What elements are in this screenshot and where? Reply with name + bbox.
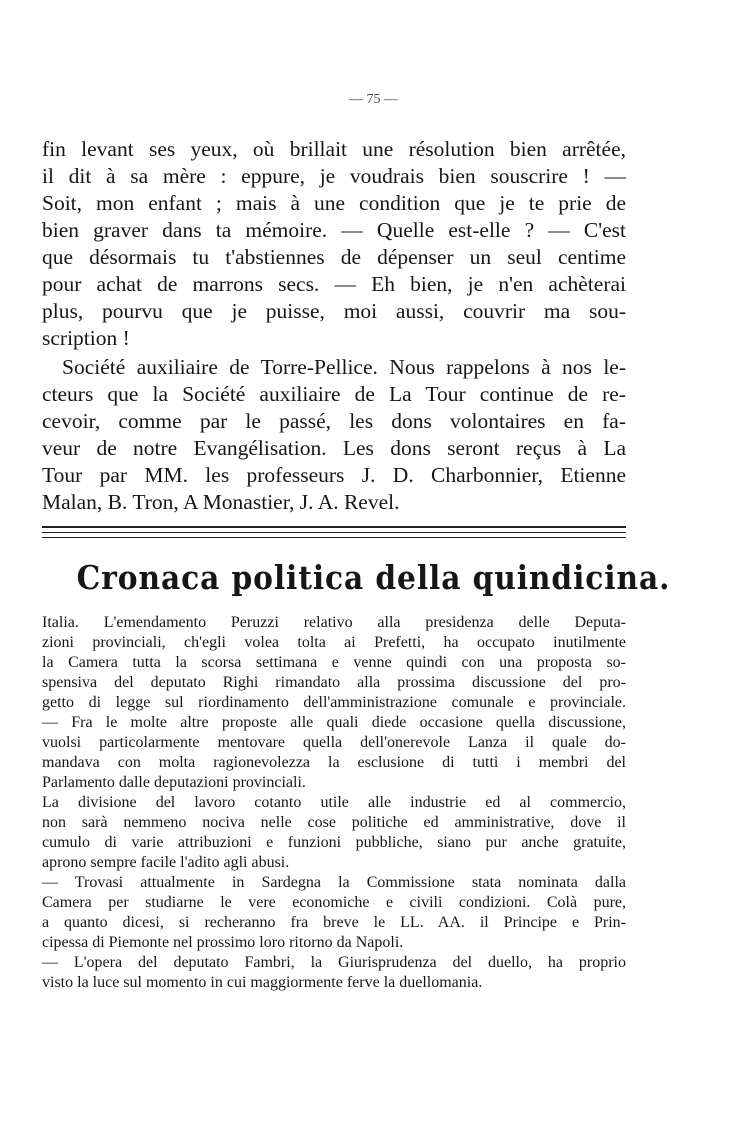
divider-rule — [42, 537, 626, 538]
text-line: cipessa di Piemonte nel prossimo loro ritorno da Napoli. — [42, 934, 404, 951]
text-line: scription ! — [42, 326, 130, 350]
section-heading: Cronaca politica della quindicina. — [76, 558, 671, 597]
text-line: vuolsi particolarmente mentovare quella dell'onerevole Lanza il quale do- — [42, 734, 626, 751]
text-line: Parlamento dalle deputazioni provinciali. — [42, 774, 306, 791]
text-line: getto di legge sul riordinamento dell'amministrazione comunale e provinciale. — [42, 694, 626, 711]
text-line: — Fra le molte altre proposte alle quali diede occasione quella discussione, — [42, 714, 626, 731]
text-line: il dit à sa mère : eppure, je voudrais bien souscrire ! — — [42, 164, 626, 188]
text-line: cevoir, comme par le passé, les dons volontaires en fa- — [42, 409, 626, 433]
page-number: — 75 — — [349, 92, 398, 107]
text-line: spensiva del deputato Righi rimandato alla prossima discussione del pro- — [42, 674, 626, 691]
text-line: Société auxiliaire de Torre-Pellice. Nous rappelons à nos le- — [62, 355, 626, 379]
text-line: cteurs que la Société auxiliaire de La Tour continue de re- — [42, 382, 626, 406]
text-line: veur de notre Evangélisation. Les dons seront reçus à La — [42, 436, 626, 460]
text-line: Camera per studiarne le vere economiche e civili condizioni. Colà pure, — [42, 894, 626, 911]
text-line: bien graver dans ta mémoire. — Quelle est-elle ? — C'est — [42, 218, 626, 242]
text-line: Malan, B. Tron, A Monastier, J. A. Revel. — [42, 490, 400, 514]
text-line: non sarà nemmeno nociva nelle cose politiche ed amministrative, dove il — [42, 814, 626, 831]
text-line: Soit, mon enfant ; mais à une condition que je te prie de — [42, 191, 626, 215]
text-line: Italia. L'emendamento Peruzzi relativo alla presidenza delle Deputa- — [42, 614, 626, 631]
text-line: cumulo di varie attribuzioni e funzioni pubbliche, siano pur anche gratuite, — [42, 834, 626, 851]
text-line: la Camera tutta la scorsa settimana e venne quindi con una proposta so- — [42, 654, 626, 671]
text-line: pour achat de marrons secs. — Eh bien, je n'en achèterai — [42, 272, 626, 296]
text-line: fin levant ses yeux, où brillait une résolution bien arrêtée, — [42, 137, 626, 161]
divider-rule — [42, 532, 626, 533]
text-line: zioni provinciali, ch'egli volea tolta ai Prefetti, ha occupato inutilmente — [42, 634, 626, 651]
text-line: — L'opera del deputato Fambri, la Giurisprudenza del duello, ha proprio — [42, 954, 626, 971]
text-line: — Trovasi attualmente in Sardegna la Commissione stata nominata dalla — [42, 874, 626, 891]
text-line: que désormais tu t'abstiennes de dépenser un seul centime — [42, 245, 626, 269]
text-line: a quanto dicesi, si recheranno fra breve le LL. AA. il Principe e Prin- — [42, 914, 626, 931]
text-line: visto la luce sul momento in cui maggiormente ferve la duellomania. — [42, 974, 483, 991]
text-line: La divisione del lavoro cotanto utile alle industrie ed al commercio, — [42, 794, 626, 811]
divider-rule — [42, 526, 626, 528]
text-line: Tour par MM. les professeurs J. D. Charbonnier, Etienne — [42, 463, 626, 487]
text-line: plus, pourvu que je puisse, moi aussi, couvrir ma sou- — [42, 299, 626, 323]
text-line: mandava con molta ragionevolezza la esclusione di tutti i membri del — [42, 754, 626, 771]
text-line: aprono sempre facile l'adito agli abusi. — [42, 854, 290, 871]
